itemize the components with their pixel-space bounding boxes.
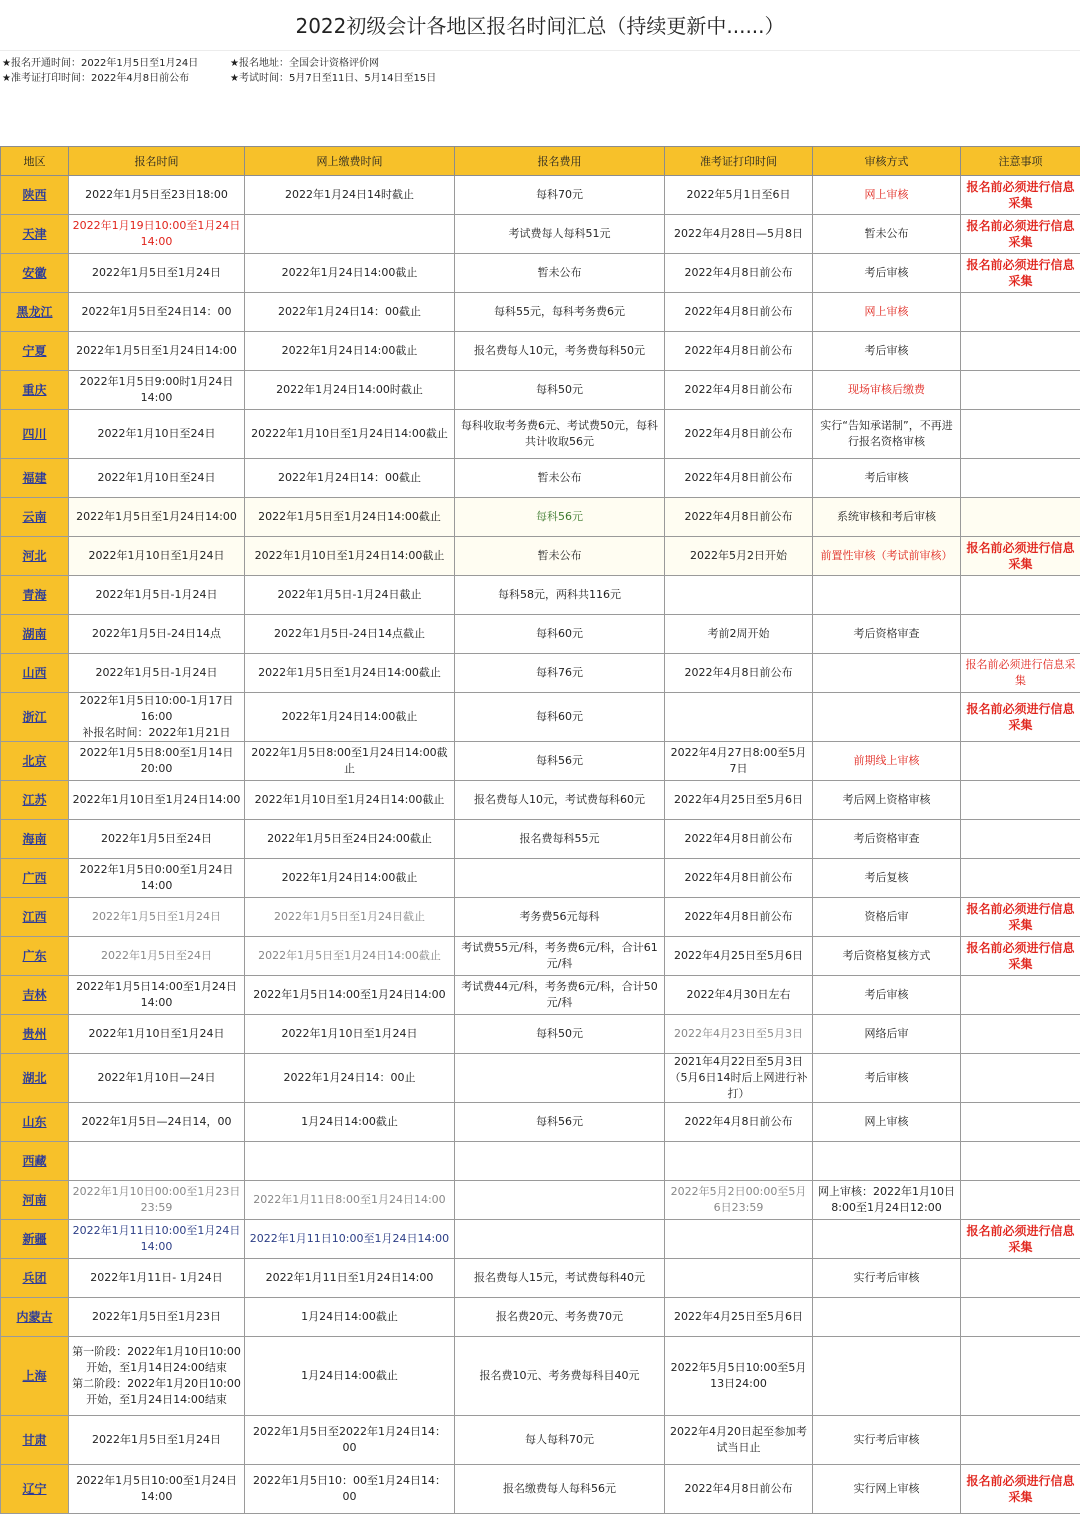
cell-notes (961, 1181, 1080, 1220)
cell-review-method: 网络后审 (813, 1015, 961, 1054)
cell-notes (961, 1054, 1080, 1103)
cell-notes (961, 781, 1080, 820)
cell-admit-print-time: 2022年4月8日前公布 (665, 332, 813, 371)
cell-admit-print-time: 2022年5月2日开始 (665, 537, 813, 576)
cell-payment-time: 2022年1月24日14：00止 (245, 1054, 455, 1103)
cell-payment-time: 2022年1月11日8:00至1月24日14:00 (245, 1181, 455, 1220)
table-row (1, 781, 1080, 820)
cell-notes (961, 1259, 1080, 1298)
cell-fee: 每科60元 (455, 615, 665, 654)
region-link[interactable]: 上海 (1, 1337, 69, 1416)
region-link[interactable]: 广西 (1, 859, 69, 898)
cell-admit-print-time: 2022年4月8日前公布 (665, 859, 813, 898)
cell-fee: 考试费55元/科，考务费6元/科，合计61元/科 (455, 937, 665, 976)
cell-admit-print-time: 2022年4月8日前公布 (665, 459, 813, 498)
cell-fee (455, 859, 665, 898)
cell-registration-time: 2022年1月5日至1月24日14:00 (69, 498, 245, 537)
table-row (1, 176, 1080, 215)
cell-notes: 报名前必须进行信息采集 (961, 693, 1080, 742)
cell-payment-time: 2022年1月5日10：00至1月24日14：00 (245, 1465, 455, 1514)
cell-fee: 每科56元 (455, 498, 665, 537)
cell-review-method: 实行网上审核 (813, 1465, 961, 1514)
cell-review-method: 考后审核 (813, 1054, 961, 1103)
region-link[interactable]: 西藏 (1, 1142, 69, 1181)
cell-review-method (813, 1142, 961, 1181)
page-title: 2022初级会计各地区报名时间汇总（持续更新中......） (0, 0, 1080, 51)
cell-review-method: 考后审核 (813, 459, 961, 498)
cell-payment-time: 2022年1月5日8:00至1月24日14:00截止 (245, 742, 455, 781)
region-link[interactable]: 天津 (1, 215, 69, 254)
cell-admit-print-time: 2022年4月8日前公布 (665, 371, 813, 410)
cell-admit-print-time: 2022年5月2日00:00至5月6日23:59 (665, 1181, 813, 1220)
cell-payment-time: 2022年1月5日至1月24日14:00截止 (245, 498, 455, 537)
cell-payment-time: 2022年1月11日至1月24日14:00 (245, 1259, 455, 1298)
region-link[interactable]: 山东 (1, 1103, 69, 1142)
table-row (1, 1337, 1080, 1416)
cell-admit-print-time: 2022年4月8日前公布 (665, 254, 813, 293)
cell-admit-print-time: 2022年4月8日前公布 (665, 898, 813, 937)
cell-payment-time: 2022年1月24日14:00截止 (245, 693, 455, 742)
cell-fee: 考务费56元每科 (455, 898, 665, 937)
region-link[interactable]: 重庆 (1, 371, 69, 410)
cell-registration-time: 2022年1月5日9:00时1月24日14:00 (69, 371, 245, 410)
cell-fee: 报名费20元、考务费70元 (455, 1298, 665, 1337)
cell-notes (961, 1416, 1080, 1465)
cell-payment-time: 2022年1月24日14：00截止 (245, 459, 455, 498)
table-row (1, 898, 1080, 937)
cell-admit-print-time: 2022年4月8日前公布 (665, 1103, 813, 1142)
cell-notes: 报名前必须进行信息采集 (961, 215, 1080, 254)
cell-fee: 每人每科70元 (455, 1416, 665, 1465)
cell-payment-time (245, 1142, 455, 1181)
cell-notes (961, 459, 1080, 498)
cell-registration-time: 2022年1月11日10:00至1月24日14:00 (69, 1220, 245, 1259)
table-row (1, 820, 1080, 859)
table-row (1, 254, 1080, 293)
region-link[interactable]: 贵州 (1, 1015, 69, 1054)
cell-fee: 每科76元 (455, 654, 665, 693)
cell-admit-print-time (665, 1142, 813, 1181)
cell-admit-print-time: 2022年5月1日至6日 (665, 176, 813, 215)
region-link[interactable]: 江苏 (1, 781, 69, 820)
header-fee: 报名费用 (455, 147, 665, 176)
cell-admit-print-time (665, 1220, 813, 1259)
table-header-row (1, 147, 1080, 176)
region-link[interactable]: 陕西 (1, 176, 69, 215)
cell-registration-time: 2022年1月5日至24日14：00 (69, 293, 245, 332)
cell-review-method (813, 1220, 961, 1259)
cell-fee: 每科60元 (455, 693, 665, 742)
cell-review-method: 考后网上资格审核 (813, 781, 961, 820)
cell-payment-time: 2022年1月24日14:00截止 (245, 254, 455, 293)
cell-admit-print-time: 2022年4月25日至5月6日 (665, 781, 813, 820)
cell-fee: 报名费每科55元 (455, 820, 665, 859)
table-row (1, 410, 1080, 459)
region-link[interactable]: 福建 (1, 459, 69, 498)
cell-registration-time: 2022年1月5日至24日 (69, 937, 245, 976)
cell-notes (961, 332, 1080, 371)
cell-admit-print-time (665, 693, 813, 742)
cell-review-method: 考后审核 (813, 976, 961, 1015)
summary-notes (0, 51, 1080, 146)
cell-payment-time: 2022年1月24日14时截止 (245, 176, 455, 215)
region-link[interactable]: 湖南 (1, 615, 69, 654)
cell-fee: 暂未公布 (455, 537, 665, 576)
cell-notes (961, 976, 1080, 1015)
note-exam-time: ★考试时间：5月7日至11日、5月14日至15日 (230, 72, 436, 86)
cell-notes: 报名前必须进行信息采集 (961, 937, 1080, 976)
cell-notes (961, 410, 1080, 459)
cell-review-method: 实行考后审核 (813, 1259, 961, 1298)
cell-payment-time: 2022年1月5日14:00至1月24日14:00 (245, 976, 455, 1015)
table-row (1, 654, 1080, 693)
note-registration-site: ★报名地址：全国会计资格评价网 (230, 57, 379, 71)
cell-review-method: 实行考后审核 (813, 1416, 961, 1465)
cell-admit-print-time (665, 576, 813, 615)
header-registration-time: 报名时间 (69, 147, 245, 176)
region-link[interactable]: 北京 (1, 742, 69, 781)
cell-admit-print-time: 2022年4月8日前公布 (665, 410, 813, 459)
cell-fee: 每科50元 (455, 371, 665, 410)
cell-review-method: 暂未公布 (813, 215, 961, 254)
cell-fee: 报名费每人10元，考试费每科60元 (455, 781, 665, 820)
table-row (1, 976, 1080, 1015)
table-row (1, 459, 1080, 498)
cell-fee: 每科50元 (455, 1015, 665, 1054)
cell-payment-time: 2022年1月5日至24日24:00截止 (245, 820, 455, 859)
cell-registration-time: 2022年1月5日14:00至1月24日14:00 (69, 976, 245, 1015)
table-row (1, 1142, 1080, 1181)
table-row (1, 332, 1080, 371)
region-link[interactable]: 兵团 (1, 1259, 69, 1298)
cell-notes (961, 1298, 1080, 1337)
region-link[interactable]: 江西 (1, 898, 69, 937)
cell-registration-time: 2022年1月10日至24日 (69, 410, 245, 459)
table-row (1, 1103, 1080, 1142)
header-region: 地区 (1, 147, 69, 176)
table-row (1, 371, 1080, 410)
cell-payment-time: 2022年1月10日至1月24日14:00截止 (245, 781, 455, 820)
cell-payment-time: 1月24日14:00截止 (245, 1103, 455, 1142)
cell-notes (961, 576, 1080, 615)
region-link[interactable]: 海南 (1, 820, 69, 859)
cell-admit-print-time: 2022年4月8日前公布 (665, 820, 813, 859)
cell-registration-time: 2022年1月10日—24日 (69, 1054, 245, 1103)
cell-fee: 每科收取考务费6元、考试费50元，每科共计收取56元 (455, 410, 665, 459)
cell-fee (455, 1142, 665, 1181)
cell-review-method: 考后审核 (813, 254, 961, 293)
cell-registration-time: 2022年1月5日至1月24日 (69, 898, 245, 937)
cell-notes (961, 498, 1080, 537)
cell-fee: 报名费每人15元，考试费每科40元 (455, 1259, 665, 1298)
region-link[interactable]: 河北 (1, 537, 69, 576)
cell-review-method: 网上审核 (813, 176, 961, 215)
cell-notes (961, 293, 1080, 332)
table-row (1, 293, 1080, 332)
cell-registration-time: 2022年1月10日00:00至1月23日23:59 (69, 1181, 245, 1220)
cell-admit-print-time: 2022年4月20日起至参加考试当日止 (665, 1416, 813, 1465)
region-link[interactable]: 河南 (1, 1181, 69, 1220)
cell-fee (455, 1054, 665, 1103)
registration-phase-1: 第一阶段：2022年1月10日10:00开始，至1月14日24:00结束 (72, 1344, 241, 1376)
cell-review-method: 考后资格审查 (813, 820, 961, 859)
cell-registration-time: 2022年1月5日至1月24日 (69, 1416, 245, 1465)
cell-registration-time: 2022年1月5日至1月24日 (69, 254, 245, 293)
cell-fee: 每科70元 (455, 176, 665, 215)
cell-admit-print-time: 2021年4月22日至5月3日（5月6日14时后上网进行补打） (665, 1054, 813, 1103)
registration-time-main: 2022年1月5日10:00-1月17日16:00 (72, 693, 241, 725)
cell-registration-time: 2022年1月5日至1月23日 (69, 1298, 245, 1337)
header-payment-time: 网上缴费时间 (245, 147, 455, 176)
cell-payment-time: 1月24日14:00截止 (245, 1298, 455, 1337)
table-row (1, 742, 1080, 781)
cell-payment-time: 2022年1月10日至1月24日 (245, 1015, 455, 1054)
cell-fee: 报名费每人10元，考务费每科50元 (455, 332, 665, 371)
region-link[interactable]: 云南 (1, 498, 69, 537)
cell-review-method: 网上审核 (813, 1103, 961, 1142)
cell-review-method (813, 1337, 961, 1416)
cell-registration-time: 2022年1月11日- 1月24日 (69, 1259, 245, 1298)
cell-notes (961, 742, 1080, 781)
cell-review-method: 网上审核 (813, 293, 961, 332)
table-row (1, 693, 1080, 742)
table-row (1, 859, 1080, 898)
cell-registration-time: 2022年1月5日-24日14点 (69, 615, 245, 654)
cell-admit-print-time: 考前2周开始 (665, 615, 813, 654)
cell-registration-time: 2022年1月5日-1月24日 (69, 576, 245, 615)
region-link[interactable]: 湖北 (1, 1054, 69, 1103)
cell-payment-time: 2022年1月5日至1月24日14:00截止 (245, 937, 455, 976)
cell-admit-print-time (665, 1259, 813, 1298)
region-link[interactable]: 吉林 (1, 976, 69, 1015)
cell-admit-print-time: 2022年4月25日至5月6日 (665, 1298, 813, 1337)
cell-registration-time: 2022年1月5日—24日14，00 (69, 1103, 245, 1142)
region-link[interactable]: 安徽 (1, 254, 69, 293)
header-review-method: 审核方式 (813, 147, 961, 176)
cell-registration-time: 2022年1月10日至1月24日 (69, 1015, 245, 1054)
cell-review-method: 考后资格复核方式 (813, 937, 961, 976)
cell-registration-time: 2022年1月5日8:00至1月14日20:00 (69, 742, 245, 781)
table-row (1, 1054, 1080, 1103)
cell-review-method: 系统审核和考后审核 (813, 498, 961, 537)
region-link[interactable]: 宁夏 (1, 332, 69, 371)
table-row (1, 615, 1080, 654)
cell-fee: 每科58元，两科共116元 (455, 576, 665, 615)
cell-notes (961, 1103, 1080, 1142)
cell-admit-print-time: 2022年4月23日至5月3日 (665, 1015, 813, 1054)
cell-registration-time (69, 1337, 245, 1416)
header-notes: 注意事项 (961, 147, 1080, 176)
cell-notes (961, 859, 1080, 898)
cell-payment-time: 1月24日14:00截止 (245, 1337, 455, 1416)
registration-phase-2: 第二阶段：2022年1月20日10:00开始，至1月24日14:00结束 (72, 1376, 241, 1408)
cell-admit-print-time: 2022年4月8日前公布 (665, 498, 813, 537)
cell-payment-time: 2022年1月5日至2022年1月24日14：00 (245, 1416, 455, 1465)
cell-review-method: 网上审核：2022年1月10日8:00至1月24日12:00 (813, 1181, 961, 1220)
cell-registration-time: 2022年1月5日至1月24日14:00 (69, 332, 245, 371)
table-row (1, 1416, 1080, 1465)
table-row (1, 1465, 1080, 1514)
cell-notes (961, 820, 1080, 859)
cell-notes: 报名前必须进行信息采集 (961, 1465, 1080, 1514)
cell-payment-time: 2022年1月24日14:00截止 (245, 859, 455, 898)
cell-notes: 报名前必须进行信息采集 (961, 176, 1080, 215)
table-row (1, 1015, 1080, 1054)
cell-fee: 每科56元 (455, 742, 665, 781)
cell-notes: 报名前必须进行信息采集 (961, 898, 1080, 937)
cell-fee (455, 1220, 665, 1259)
cell-registration-time: 2022年1月5日至24日 (69, 820, 245, 859)
cell-review-method: 实行“告知承诺制”，不再进行报名资格审核 (813, 410, 961, 459)
region-link[interactable]: 新疆 (1, 1220, 69, 1259)
region-link[interactable]: 浙江 (1, 693, 69, 742)
cell-admit-print-time: 2022年5月5日10:00至5月13日24:00 (665, 1337, 813, 1416)
header-admit-print-time: 准考证打印时间 (665, 147, 813, 176)
cell-registration-time: 2022年1月10日至24日 (69, 459, 245, 498)
cell-fee: 每科56元 (455, 1103, 665, 1142)
cell-review-method: 前置性审核（考试前审核） (813, 537, 961, 576)
cell-fee: 暂未公布 (455, 254, 665, 293)
cell-admit-print-time: 2022年4月28日—5月8日 (665, 215, 813, 254)
cell-notes (961, 1142, 1080, 1181)
cell-notes (961, 1015, 1080, 1054)
cell-fee: 考试费44元/科，考务费6元/科，合计50元/科 (455, 976, 665, 1015)
cell-registration-time: 2022年1月5日至23日18:00 (69, 176, 245, 215)
supplementary-registration-time: 补报名时间：2022年1月21日 (72, 725, 241, 741)
cell-notes: 报名前必须进行信息采集 (961, 254, 1080, 293)
cell-review-method: 考后资格审查 (813, 615, 961, 654)
note-admit-print: ★准考证打印时间：2022年4月8日前公布 (2, 72, 189, 86)
cell-review-method (813, 1298, 961, 1337)
cell-registration-time: 2022年1月5日10:00至1月24日14:00 (69, 1465, 245, 1514)
cell-review-method: 现场审核后缴费 (813, 371, 961, 410)
cell-admit-print-time: 2022年4月27日8:00至5月7日 (665, 742, 813, 781)
table-row (1, 576, 1080, 615)
cell-registration-time: 2022年1月5日-1月24日 (69, 654, 245, 693)
cell-fee: 报名费10元、考务费每科目40元 (455, 1337, 665, 1416)
cell-review-method: 考后审核 (813, 332, 961, 371)
table-row (1, 537, 1080, 576)
table-row (1, 215, 1080, 254)
cell-payment-time: 2022年1月5日-24日14点截止 (245, 615, 455, 654)
cell-fee: 考试费每人每科51元 (455, 215, 665, 254)
table-row (1, 1259, 1080, 1298)
cell-payment-time: 2022年1月5日至1月24日截止 (245, 898, 455, 937)
region-link[interactable]: 甘肃 (1, 1416, 69, 1465)
cell-registration-time: 2022年1月19日10:00至1月24日14:00 (69, 215, 245, 254)
region-link[interactable]: 黑龙江 (1, 293, 69, 332)
cell-registration-time (69, 693, 245, 742)
table-row (1, 498, 1080, 537)
cell-registration-time: 2022年1月5日0:00至1月24日14:00 (69, 859, 245, 898)
cell-review-method (813, 693, 961, 742)
registration-table (0, 146, 1080, 1514)
cell-payment-time: 2022年1月5日至1月24日14:00截止 (245, 654, 455, 693)
cell-review-method (813, 654, 961, 693)
cell-review-method: 考后复核 (813, 859, 961, 898)
cell-payment-time: 2022年1月24日14：00截止 (245, 293, 455, 332)
cell-registration-time (69, 1142, 245, 1181)
region-link[interactable]: 内蒙古 (1, 1298, 69, 1337)
cell-fee (455, 1181, 665, 1220)
cell-payment-time (245, 215, 455, 254)
cell-fee: 报名缴费每人每科56元 (455, 1465, 665, 1514)
cell-notes (961, 615, 1080, 654)
cell-notes (961, 1337, 1080, 1416)
table-row (1, 937, 1080, 976)
region-link[interactable]: 辽宁 (1, 1465, 69, 1514)
cell-review-method (813, 576, 961, 615)
cell-admit-print-time: 2022年4月8日前公布 (665, 293, 813, 332)
region-link[interactable]: 青海 (1, 576, 69, 615)
cell-fee: 暂未公布 (455, 459, 665, 498)
cell-notes (961, 371, 1080, 410)
region-link[interactable]: 广东 (1, 937, 69, 976)
cell-payment-time: 2022年1月24日14:00截止 (245, 332, 455, 371)
cell-payment-time: 20222年1月10日至1月24日14:00截止 (245, 410, 455, 459)
cell-admit-print-time: 2022年4月8日前公布 (665, 654, 813, 693)
cell-review-method: 前期线上审核 (813, 742, 961, 781)
cell-payment-time: 2022年1月5日-1月24日截止 (245, 576, 455, 615)
cell-admit-print-time: 2022年4月8日前公布 (665, 1465, 813, 1514)
cell-payment-time: 2022年1月24日14:00时截止 (245, 371, 455, 410)
table-row (1, 1220, 1080, 1259)
cell-registration-time: 2022年1月10日至1月24日14:00 (69, 781, 245, 820)
cell-notes: 报名前必须进行信息采集 (961, 654, 1080, 693)
cell-notes: 报名前必须进行信息采集 (961, 1220, 1080, 1259)
note-registration-period: ★报名开通时间：2022年1月5日至1月24日 (2, 57, 198, 71)
cell-admit-print-time: 2022年4月25日至5月6日 (665, 937, 813, 976)
table-row (1, 1298, 1080, 1337)
cell-registration-time: 2022年1月10日至1月24日 (69, 537, 245, 576)
cell-payment-time: 2022年1月10日至1月24日14:00截止 (245, 537, 455, 576)
cell-payment-time: 2022年1月11日10:00至1月24日14:00 (245, 1220, 455, 1259)
region-link[interactable]: 山西 (1, 654, 69, 693)
cell-admit-print-time: 2022年4月30日左右 (665, 976, 813, 1015)
table-row (1, 1181, 1080, 1220)
cell-review-method: 资格后审 (813, 898, 961, 937)
cell-fee: 每科55元，每科考务费6元 (455, 293, 665, 332)
region-link[interactable]: 四川 (1, 410, 69, 459)
cell-notes: 报名前必须进行信息采集 (961, 537, 1080, 576)
